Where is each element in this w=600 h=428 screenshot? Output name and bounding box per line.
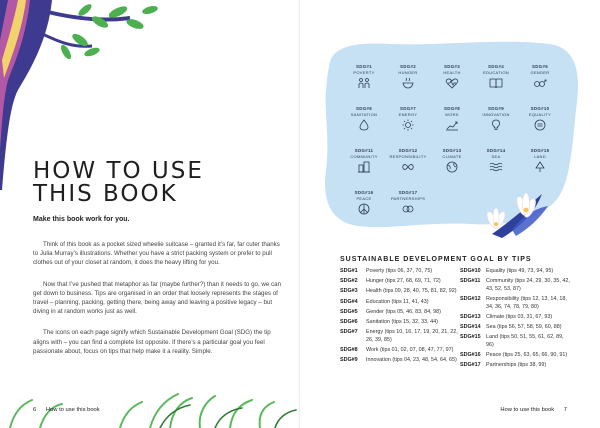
list-item bbox=[460, 352, 570, 360]
list-item bbox=[340, 268, 460, 276]
sdg-cell-8 bbox=[430, 106, 474, 131]
list-item bbox=[340, 357, 460, 365]
sdg-number: SDG#13 bbox=[442, 148, 462, 153]
running-footer: How to use this book bbox=[45, 407, 100, 413]
sdg-tips: Peace (tips 25, 63, 65, 66, 90, 91) bbox=[486, 351, 568, 358]
sdg-tips: Gender (tips 05, 46, 83, 84, 98) bbox=[366, 308, 441, 315]
page-title bbox=[33, 160, 204, 206]
sdg-number: SDG#1 bbox=[356, 64, 372, 69]
sdg-key: SDG#6 bbox=[340, 318, 358, 325]
sdg-name: PARTNERSHIPS bbox=[390, 196, 426, 201]
sdg-cell-5 bbox=[518, 64, 562, 89]
book-icon bbox=[489, 77, 503, 89]
growth-chart-icon bbox=[445, 119, 459, 131]
list-item bbox=[460, 268, 570, 276]
sdg-cell-4 bbox=[474, 64, 518, 89]
sdg-name: EQUALITY bbox=[528, 112, 552, 117]
list-item bbox=[340, 278, 460, 286]
sdg-tips: Sanitation (tips 15, 32, 33, 44) bbox=[366, 318, 438, 325]
dove-icon bbox=[357, 203, 371, 215]
sdg-name: HUNGER bbox=[398, 70, 418, 75]
list-item bbox=[340, 309, 460, 317]
running-footer: How to use this book bbox=[500, 407, 555, 413]
sun-icon bbox=[401, 119, 415, 131]
sdg-tips: Poverty (tips 06, 37, 70, 75) bbox=[366, 268, 433, 274]
rings-icon bbox=[401, 203, 415, 215]
sdg-tips: Hunger (tips 27, 68, 69, 71, 72) bbox=[366, 278, 441, 285]
sdg-cell-7 bbox=[386, 106, 430, 131]
sdg-name: CLIMATE bbox=[442, 154, 462, 159]
sdg-key: SDG#9 bbox=[340, 357, 358, 364]
sdg-cell-10 bbox=[518, 106, 562, 131]
sdg-name: WORK bbox=[445, 112, 459, 117]
body-text bbox=[33, 240, 285, 368]
sdg-name: SEA bbox=[491, 154, 501, 159]
sdg-tips: Partnerships (tips 38, 99) bbox=[486, 362, 547, 369]
lotus-flower-illustration bbox=[472, 180, 552, 240]
list-item bbox=[340, 288, 460, 296]
sdg-number: SDG#8 bbox=[444, 106, 460, 111]
paragraph-1: Think of this book as a pocket sized wheelie suitcase – granted it’s far, far cuter thanks to Julia Murray’s illustrations. Whether you have a strict packing system or prefer to pull clothes out of your closet at random, it does the heavy lifting for you. bbox=[33, 241, 280, 267]
sdg-number: SDG#16 bbox=[354, 190, 374, 195]
waves-icon bbox=[489, 161, 503, 173]
sdg-name: INNOVATION bbox=[482, 112, 510, 117]
sdg-key: SDG#1 bbox=[340, 268, 358, 274]
sdg-number: SDG#11 bbox=[354, 148, 374, 153]
sdg-name: ENERGY bbox=[398, 112, 418, 117]
sdg-tips: Land (tips 50, 51, 55, 61, 62, 89, 96) bbox=[486, 334, 564, 348]
sdg-key: SDG#13 bbox=[460, 313, 481, 320]
sdg-key: SDG#10 bbox=[460, 268, 481, 274]
sdg-key: SDG#14 bbox=[460, 323, 481, 330]
sdg-cell-14 bbox=[474, 148, 518, 173]
sdg-cell-13 bbox=[430, 148, 474, 173]
sdg-cell-9 bbox=[474, 106, 518, 131]
bowl-icon bbox=[401, 77, 415, 89]
folio-left bbox=[33, 407, 100, 413]
right-page bbox=[300, 0, 600, 428]
sdg-key: SDG#11 bbox=[460, 278, 481, 285]
list-item bbox=[460, 314, 570, 322]
sdg-name: POVERTY bbox=[353, 70, 375, 75]
sdg-tips: Work (tips 01, 02, 07, 08, 47, 77, 97) bbox=[366, 346, 454, 353]
sdg-tips: Innovation (tips 04, 23, 48, 54, 64, 65) bbox=[366, 357, 457, 364]
paragraph-2: Now that I’ve pushed that metaphor as far (maybe further?) than it needs to go, we can get down to business. Tips are organised in an order that loosely represents the stages of travel – planning, packing, getting there, being away and leaving a positive legacy – but diving in at random works just as well. bbox=[33, 280, 282, 316]
sdg-name: COMMUNITY bbox=[350, 154, 378, 159]
sdg-number: SDG#6 bbox=[356, 106, 372, 111]
page-number: 6 bbox=[33, 407, 37, 413]
sdg-name: SANITATION bbox=[350, 112, 378, 117]
list-item bbox=[340, 329, 460, 344]
list-item bbox=[460, 278, 570, 293]
globe-icon bbox=[445, 161, 459, 173]
sdg-key: SDG#17 bbox=[460, 362, 481, 369]
list-item bbox=[340, 319, 460, 327]
equality-icon bbox=[533, 119, 547, 131]
sdg-number: SDG#2 bbox=[400, 64, 416, 69]
sdg-number: SDG#14 bbox=[486, 148, 506, 153]
lightbulb-icon bbox=[489, 119, 503, 131]
sdg-tips: Education (tips 11, 41, 43) bbox=[366, 298, 429, 305]
sdg-number: SDG#12 bbox=[398, 148, 418, 153]
sdg-list-column-1 bbox=[340, 268, 460, 367]
infinity-icon bbox=[401, 161, 415, 173]
sdg-key: SDG#16 bbox=[460, 351, 481, 358]
sdg-list-column-2 bbox=[460, 268, 570, 372]
sdg-key: SDG#8 bbox=[340, 346, 358, 353]
page-number: 7 bbox=[563, 407, 567, 413]
sdg-number: SDG#15 bbox=[530, 148, 550, 153]
people-icon bbox=[357, 77, 371, 89]
tree-icon bbox=[533, 161, 547, 173]
sdg-tips: Sea (tips 56, 57, 58, 59, 60, 88) bbox=[486, 323, 562, 330]
folio-right bbox=[500, 407, 567, 413]
sdg-cell-1 bbox=[342, 64, 386, 89]
sdg-key: SDG#2 bbox=[340, 278, 358, 285]
paragraph-3: The icons on each page signify which Sustainable Development Goal (SDG) the tip aligns with – you can find a complete list opposite. If there’s a particular goal you feel passionate about, focus on tips that help make it a reality. Simple. bbox=[33, 329, 271, 355]
list-item bbox=[460, 334, 570, 349]
sdg-cell-6 bbox=[342, 106, 386, 131]
sdg-tips: Climate (tips 03, 31, 67, 93) bbox=[486, 313, 553, 320]
heartbeat-icon bbox=[445, 77, 459, 89]
sdg-name: RESPONSIBILITY bbox=[389, 154, 427, 159]
sdg-name: PEACE bbox=[356, 196, 372, 201]
sdg-number: SDG#4 bbox=[488, 64, 504, 69]
sdg-list-title: SUSTAINABLE DEVELOPMENT GOAL BY TIPS bbox=[340, 256, 532, 263]
sdg-cell-3 bbox=[430, 64, 474, 89]
water-drop-icon bbox=[357, 119, 371, 131]
sdg-cell-16 bbox=[342, 190, 386, 215]
sdg-key: SDG#5 bbox=[340, 308, 358, 315]
sdg-number: SDG#3 bbox=[444, 64, 460, 69]
sdg-name: HEALTH bbox=[443, 70, 461, 75]
sdg-number: SDG#17 bbox=[398, 190, 418, 195]
sdg-number: SDG#9 bbox=[488, 106, 504, 111]
sdg-key: SDG#12 bbox=[460, 295, 481, 302]
title-line-1: HOW TO USE bbox=[33, 158, 204, 184]
sdg-number: SDG#10 bbox=[530, 106, 550, 111]
sdg-name: LAND bbox=[534, 154, 546, 159]
sdg-key: SDG#4 bbox=[340, 298, 358, 305]
sdg-name: EDUCATION bbox=[483, 70, 509, 75]
sdg-tips: Equality (tips 49, 73, 94, 95) bbox=[486, 268, 554, 274]
sdg-cell-2 bbox=[386, 64, 430, 89]
sdg-key: SDG#15 bbox=[460, 334, 481, 341]
list-item bbox=[340, 347, 460, 355]
title-line-2: THIS BOOK bbox=[33, 181, 178, 207]
sdg-tips: Health (tips 09, 28, 40, 75, 81, 82, 92) bbox=[366, 288, 457, 295]
sdg-cell-11 bbox=[342, 148, 386, 173]
list-item bbox=[460, 296, 570, 311]
list-item bbox=[460, 362, 570, 370]
sdg-number: SDG#7 bbox=[400, 106, 416, 111]
sdg-cell-17 bbox=[386, 190, 430, 215]
sdg-key: SDG#7 bbox=[340, 329, 358, 336]
sdg-cell-15 bbox=[518, 148, 562, 173]
gender-icon bbox=[533, 77, 547, 89]
lead-sentence: Make this book work for you. bbox=[33, 216, 130, 223]
list-item bbox=[460, 324, 570, 332]
buildings-icon bbox=[357, 161, 371, 173]
sdg-key: SDG#3 bbox=[340, 288, 358, 295]
list-item bbox=[340, 299, 460, 307]
sdg-cell-12 bbox=[386, 148, 430, 173]
sdg-tips: Community (tips 24, 29, 30, 35, 42, 43, 52, 53, 87) bbox=[486, 278, 570, 292]
sdg-number: SDG#5 bbox=[532, 64, 548, 69]
sdg-tips: Energy (tips 10, 16, 17, 19, 20, 21, 22, 26, 39, 85) bbox=[366, 329, 458, 343]
sdg-name: GENDER bbox=[530, 70, 550, 75]
sdg-tips: Responsibility (tips 12, 13, 14, 18, 34, 36, 74, 78, 79, 80) bbox=[486, 295, 567, 310]
